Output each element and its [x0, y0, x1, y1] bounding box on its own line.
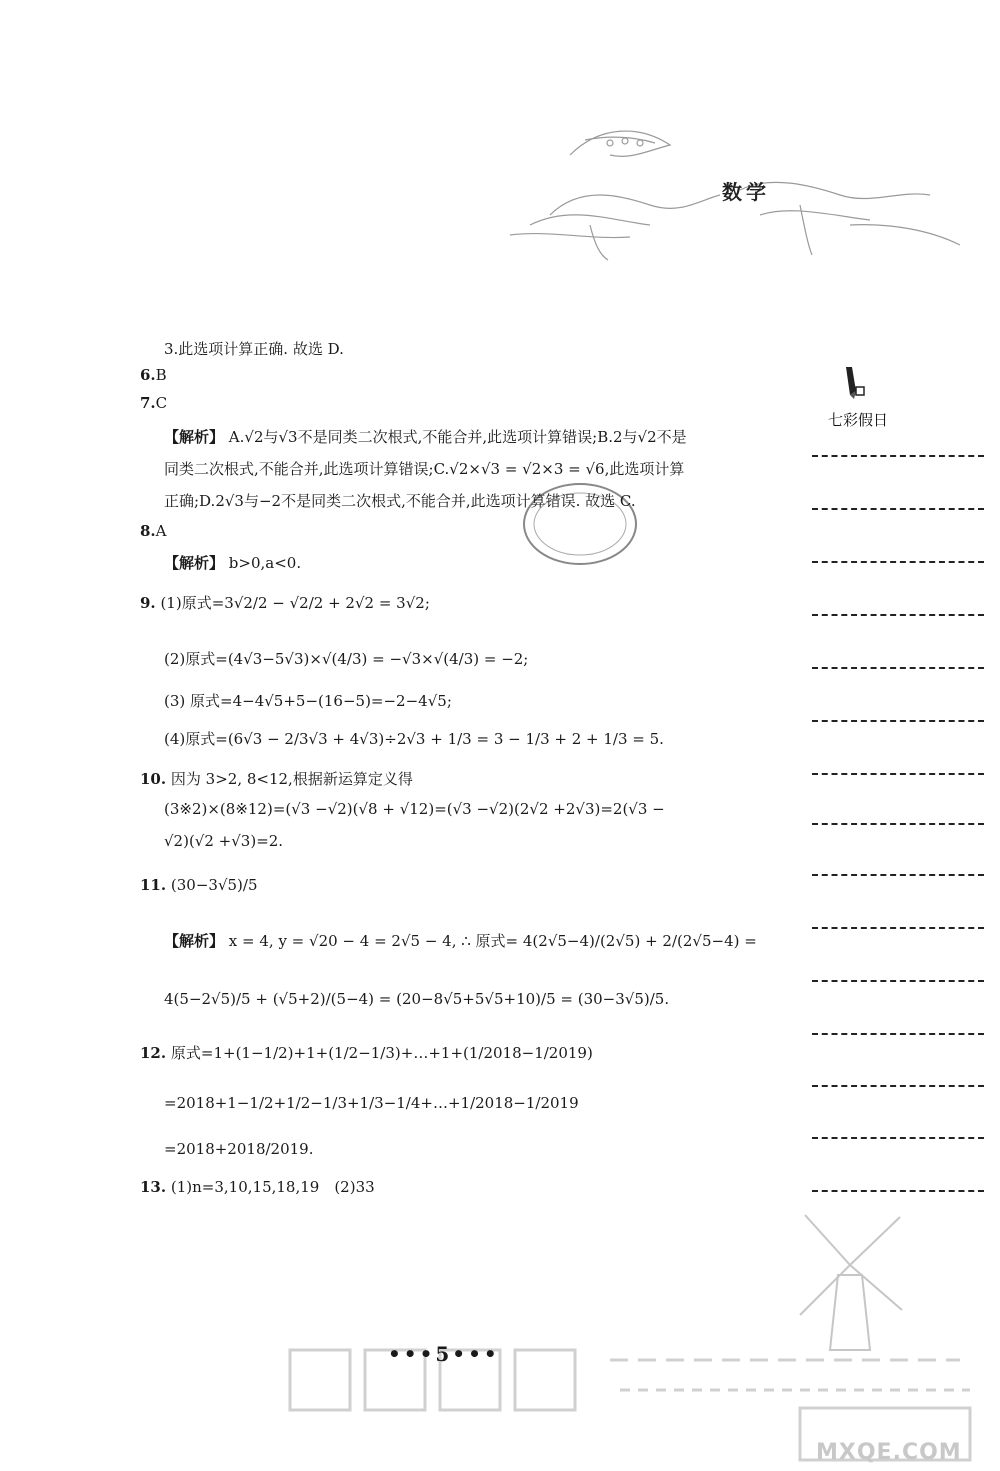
- note-line: [812, 455, 984, 457]
- text-line: =2018+1−1/2+1/2−1/3+1/3−1/4+…+1/2018−1/2019: [164, 1094, 579, 1112]
- page-dots-left: •••: [388, 1342, 436, 1366]
- answer-item-11: [140, 876, 258, 894]
- header-subject-title: 数学: [722, 180, 770, 204]
- answer-item-7: [140, 394, 167, 412]
- item-text: (1)原式=3√2/2 − √2/2 + 2√2 = 3√2;: [160, 594, 430, 612]
- note-line: [812, 1085, 984, 1087]
- note-line: [812, 1137, 984, 1139]
- analysis-text: b>0,a<0.: [228, 554, 302, 572]
- text-line: 4(5−2√5)/5 + (√5+2)/(5−4) = (20−8√5+5√5+10)/5 = (30−3√5)/5.: [164, 990, 670, 1008]
- text-line: (2)原式=(4√3−5√3)×√(4/3) = −√3×√(4/3) = −2;: [164, 650, 529, 668]
- note-line: [812, 561, 984, 563]
- pencil-icon: [842, 365, 866, 401]
- item-number: 13.: [140, 1178, 167, 1196]
- item-text: (1)n=3,10,15,18,19 (2)33: [170, 1178, 375, 1196]
- item-number: 9.: [140, 594, 156, 612]
- analysis-line: [164, 930, 757, 951]
- item-number: 12.: [140, 1044, 167, 1062]
- answer-item-9: [140, 592, 430, 613]
- page-dots-right: •••: [452, 1342, 500, 1366]
- text-line: 同类二次根式,不能合并,此选项计算错误;C.√2×√3 = √2×3 = √6,此选项计算: [164, 460, 685, 478]
- page-number: [388, 1342, 500, 1366]
- item-number: 7.: [140, 394, 156, 412]
- note-line: [812, 1033, 984, 1035]
- note-line: [812, 823, 984, 825]
- answer-item-13: [140, 1176, 375, 1197]
- item-text: (30−3√5)/5: [170, 876, 258, 894]
- text-line: 正确;D.2√3与−2不是同类二次根式,不能合并,此选项计算错误. 故选 C.: [164, 492, 636, 510]
- note-line: [812, 1190, 984, 1192]
- item-number: 10.: [140, 770, 167, 788]
- note-line: [812, 720, 984, 722]
- text-line: (3※2)×(8※12)=(√3 −√2)(√8 + √12)=(√3 −√2)(2√2 +2√3)=2(√3 −: [164, 800, 665, 818]
- note-line: [812, 667, 984, 669]
- item-text: 因为 3>2, 8<12,根据新运算定义得: [170, 770, 413, 788]
- sidebar-label: 七彩假日: [828, 411, 889, 429]
- answer-item-6: [140, 366, 167, 384]
- item-number: 6.: [140, 366, 156, 384]
- note-line: [812, 508, 984, 510]
- item-number: 11.: [140, 876, 167, 894]
- site-watermark: MXQE.COM: [816, 1440, 962, 1465]
- text-line: =2018+2018/2019.: [164, 1140, 314, 1158]
- note-line: [812, 773, 984, 775]
- answer-item-8: [140, 522, 167, 540]
- note-line: [812, 874, 984, 876]
- item-answer: A: [155, 522, 167, 540]
- analysis-text: x = 4, y = √20 − 4 = 2√5 − 4, ∴ 原式= 4(2√5−4)/(2√5) + 2/(2√5−4) =: [228, 932, 757, 950]
- analysis-line: [164, 426, 687, 447]
- analysis-tag: 【解析】: [164, 932, 225, 950]
- text-line: (4)原式=(6√3 − 2/3√3 + 4√3)÷2√3 + 1/3 = 3 − 1/3 + 2 + 1/3 = 5.: [164, 730, 664, 748]
- answer-item-12: [140, 1042, 593, 1063]
- item-text: 原式=1+(1−1/2)+1+(1/2−1/3)+…+1+(1/2018−1/2019): [170, 1044, 593, 1062]
- analysis-line: [164, 552, 301, 573]
- note-line: [812, 614, 984, 616]
- text-line: 3.此选项计算正确. 故选 D.: [164, 340, 344, 358]
- item-answer: C: [155, 394, 168, 412]
- page-number-value: 5: [435, 1342, 453, 1366]
- item-number: 8.: [140, 522, 156, 540]
- answer-item-10: [140, 768, 413, 789]
- text-line: √2)(√2 +√3)=2.: [164, 832, 284, 850]
- answer-content: [140, 330, 790, 1230]
- note-line: [812, 927, 984, 929]
- item-answer: B: [155, 366, 167, 384]
- analysis-tag: 【解析】: [164, 428, 225, 446]
- text-line: (3) 原式=4−4√5+5−(16−5)=−2−4√5;: [164, 692, 452, 710]
- note-line: [812, 980, 984, 982]
- analysis-text: A.√2与√3不是同类二次根式,不能合并,此选项计算错误;B.2与√2不是: [228, 428, 687, 446]
- analysis-tag: 【解析】: [164, 554, 225, 572]
